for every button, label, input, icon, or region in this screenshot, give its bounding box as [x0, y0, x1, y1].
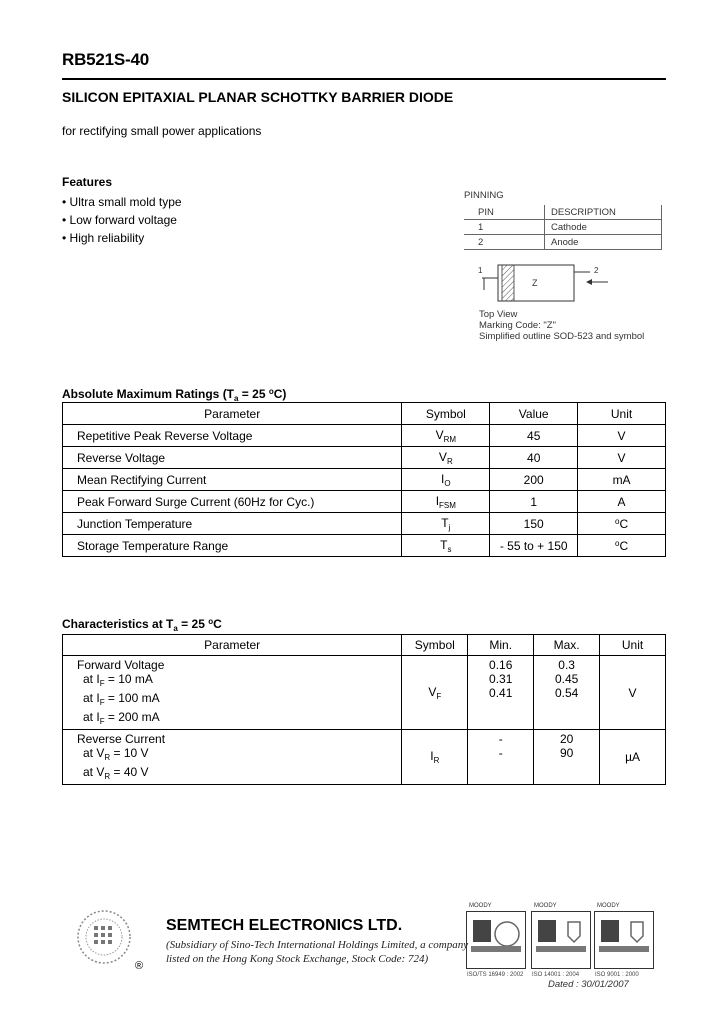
- pin-description: Cathode: [545, 220, 662, 235]
- pinning-row: [464, 235, 662, 250]
- symbol-cell: $V_R$: [402, 447, 490, 469]
- min-value: 0.16: [489, 658, 513, 672]
- usage-text: for rectifying small power applications: [62, 124, 262, 138]
- col-unit: Unit: [578, 403, 666, 425]
- max-cell: [534, 730, 600, 785]
- characteristics-heading: Characteristics at $T_a = 25$ $^o$C: [62, 617, 222, 633]
- symbol-cell: $T_j$: [402, 513, 490, 535]
- cathode-band: [502, 265, 514, 301]
- col-value: Value: [490, 403, 578, 425]
- dated-text: Dated : 30/01/2007: [548, 979, 629, 990]
- table-row: [63, 656, 666, 730]
- col-symbol: Symbol: [402, 635, 468, 656]
- table-row: [63, 730, 666, 785]
- param-cell: Peak Forward Surge Current (60Hz for Cyc.): [63, 491, 402, 513]
- sod523-outline-diagram: [476, 262, 626, 308]
- col-unit: Unit: [600, 635, 666, 656]
- unit-cell: A: [578, 491, 666, 513]
- pinning-notes: [479, 309, 644, 342]
- unit-cell: $^o$C: [578, 513, 666, 535]
- max-cell: [534, 656, 600, 730]
- part-number: RB521S-40: [62, 50, 150, 69]
- param-cell: Reverse Voltage: [63, 447, 402, 469]
- features-heading: Features: [62, 175, 113, 189]
- cert-caption: ISO 14001 : 2004: [532, 972, 580, 978]
- semtech-logo-icon: [76, 908, 132, 966]
- diagram-label-1: 1: [478, 266, 483, 275]
- min-value: -: [498, 746, 503, 760]
- cert-brand: MOODY: [534, 903, 557, 909]
- feature-item: • Low forward voltage: [62, 213, 177, 227]
- symbol-cell: $V_{RM}$: [402, 425, 490, 447]
- cert-caption: ISO/TS 16949 : 2002: [467, 972, 524, 978]
- pinning-right-border: [662, 235, 663, 250]
- marking-code-z: Z: [532, 278, 538, 288]
- abs-max-table: [62, 402, 666, 557]
- col-parameter: Parameter: [63, 635, 402, 656]
- value-cell: 45: [490, 425, 578, 447]
- desc-col-header: DESCRIPTION: [545, 205, 662, 220]
- cert-badge-iso9001: [594, 903, 654, 978]
- param-cell: Repetitive Peak Reverse Voltage: [63, 425, 402, 447]
- cert-brand: MOODY: [597, 903, 620, 909]
- min-value: 0.31: [489, 672, 513, 686]
- marking-code-note: Marking Code: "Z": [479, 320, 556, 331]
- pin-description: Anode: [545, 235, 662, 250]
- feature-item: • Ultra small mold type: [62, 195, 182, 209]
- arrow-head-icon: [586, 279, 592, 285]
- value-cell: 1: [490, 491, 578, 513]
- subsidiary-note: [166, 938, 468, 966]
- col-max: Max.: [534, 635, 600, 656]
- characteristics-table: [62, 634, 666, 785]
- condition-line: at $V_R = 10$ V: [83, 746, 149, 762]
- min-value: -: [498, 732, 503, 746]
- pinning-row: [464, 220, 662, 235]
- unit-cell: V: [578, 447, 666, 469]
- pin-col-header: PIN: [464, 205, 545, 220]
- moody-cert-icon: [595, 912, 653, 968]
- value-cell: 40: [490, 447, 578, 469]
- max-value: 0.54: [554, 686, 579, 700]
- cert-badge-iso14001: [531, 903, 591, 978]
- min-value: 0.41: [489, 686, 513, 700]
- max-value: 0.45: [554, 672, 579, 686]
- registered-mark: ®: [135, 960, 144, 972]
- unit-cell: V: [578, 425, 666, 447]
- pinning-header-row: [464, 205, 662, 220]
- cert-caption: ISO 9001 : 2000: [595, 972, 639, 978]
- symbol-cell: $I_O$: [402, 469, 490, 491]
- abs-max-heading: Absolute Maximum Ratings ($T_a = 25$ $^o$C): [62, 387, 287, 403]
- feature-item: • High reliability: [62, 231, 145, 245]
- reverse-current-param: [63, 730, 402, 785]
- company-name: SEMTECH ELECTRONICS LTD.: [166, 917, 403, 934]
- pinning-table: [464, 205, 662, 250]
- cert-badge-ts16949: [466, 903, 526, 978]
- pin-number: 2: [464, 235, 545, 250]
- outline-note: Simplified outline SOD-523 and symbol: [479, 331, 645, 342]
- characteristics-header-row: [63, 635, 666, 656]
- table-row: [63, 535, 666, 557]
- pinning-right-border: [662, 220, 663, 235]
- value-cell: 150: [490, 513, 578, 535]
- max-value: 90: [559, 746, 574, 760]
- pin-number: 1: [464, 220, 545, 235]
- unit-cell: V: [600, 656, 666, 730]
- unit-cell: µA: [600, 730, 666, 785]
- abs-max-header-row: [63, 403, 666, 425]
- table-row: [63, 491, 666, 513]
- symbol-cell: $T_s$: [402, 535, 490, 557]
- col-min: Min.: [468, 635, 534, 656]
- reverse-current-title: Reverse Current: [77, 732, 166, 746]
- max-value: 20: [559, 732, 574, 746]
- table-row: [63, 447, 666, 469]
- min-cell: [468, 656, 534, 730]
- symbol-cell: $I_{FSM}$: [402, 491, 490, 513]
- table-row: [63, 425, 666, 447]
- subsidiary-line-1: (Subsidiary of Sino-Tech International Holdings Limited, a company: [166, 939, 469, 951]
- device-subtitle: SILICON EPITAXIAL PLANAR SCHOTTKY BARRIER DIODE: [62, 89, 454, 105]
- param-cell: Mean Rectifying Current: [63, 469, 402, 491]
- condition-line: at $I_F = 10$ mA: [83, 672, 153, 688]
- diagram-label-2: 2: [594, 266, 599, 275]
- moody-cert-icon: [532, 912, 590, 968]
- col-symbol: Symbol: [402, 403, 490, 425]
- col-parameter: Parameter: [63, 403, 402, 425]
- pinning-title: PINNING: [464, 190, 504, 201]
- table-row: [63, 513, 666, 535]
- top-view-note: Top View: [479, 309, 518, 320]
- moody-cert-icon: [467, 912, 525, 968]
- forward-voltage-title: Forward Voltage: [77, 658, 165, 672]
- param-cell: Storage Temperature Range: [63, 535, 402, 557]
- max-value: 0.3: [558, 658, 575, 672]
- table-row: [63, 469, 666, 491]
- condition-line: at $I_F = 100$ mA: [83, 691, 160, 707]
- min-cell: [468, 730, 534, 785]
- unit-cell: mA: [578, 469, 666, 491]
- value-cell: 200: [490, 469, 578, 491]
- header-rule: [62, 78, 666, 80]
- subsidiary-line-2: listed on the Hong Kong Stock Exchange, Stock Code: 724): [166, 953, 429, 965]
- symbol-cell: $I_R$: [402, 730, 468, 785]
- cert-brand: MOODY: [469, 903, 492, 909]
- condition-line: at $V_R = 40$ V: [83, 765, 149, 781]
- value-cell: - 55 to + 150: [490, 535, 578, 557]
- features-list: [62, 193, 182, 247]
- pinning-right-border: [662, 205, 663, 220]
- unit-cell: $^o$C: [578, 535, 666, 557]
- symbol-cell: $V_F$: [402, 656, 468, 730]
- forward-voltage-param: [63, 656, 402, 730]
- param-cell: Junction Temperature: [63, 513, 402, 535]
- condition-line: at $I_F = 200$ mA: [83, 710, 160, 726]
